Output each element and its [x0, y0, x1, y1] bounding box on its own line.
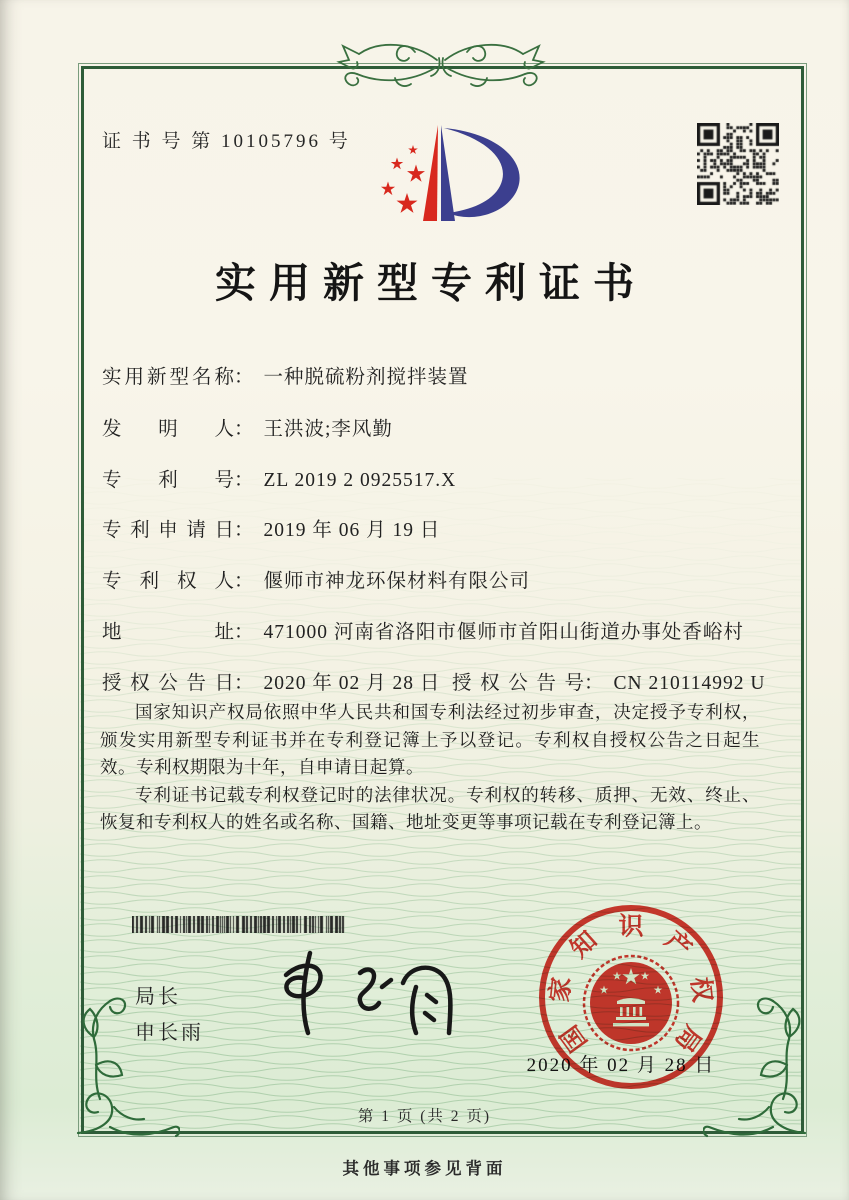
top-border-ornament-icon [306, 36, 576, 92]
field-colon: ： [234, 419, 254, 440]
field-colon: ： [234, 622, 254, 643]
certificate-number: 证 书 号 第 10105796 号 [102, 131, 351, 152]
field-label: 地址 [102, 622, 234, 643]
field-label: 实用新型名称 [102, 367, 234, 388]
svg-text:国: 国 [556, 1020, 593, 1057]
field-colon: ： [234, 470, 254, 491]
qr-code [697, 123, 779, 205]
commissioner-title: 局长 [135, 986, 181, 1008]
body-paragraph-grant: 国家知识产权局依照中华人民共和国专利法经过初步审查，决定授予专利权，颁发实用新型专利证书并在专利登记簿上予以登记。专利权自授权公告之日起生效。专利权期限为十年，自申请日起算。 [100, 702, 760, 777]
field-row-patent-number [102, 464, 456, 492]
cnipa-logo-icon [365, 112, 540, 232]
field-label: 专利权人 [102, 571, 234, 592]
field-row-patentee [102, 565, 530, 593]
field-row-grant-date [102, 667, 440, 695]
field-colon: ： [234, 673, 254, 694]
field-row-inventors [102, 413, 393, 441]
field-value: 偃师市神龙环保材料有限公司 [263, 571, 531, 592]
field-value: 一种脱硫粉剂搅拌装置 [263, 367, 469, 388]
svg-text:家: 家 [546, 975, 577, 1004]
field-colon: ： [584, 673, 604, 694]
field-row-grant-number [452, 667, 765, 695]
national-emblem-icon [584, 956, 678, 1050]
field-value: 2020 年 02 月 28 日 [263, 673, 441, 694]
field-value: 2019 年 06 月 19 日 [263, 520, 441, 541]
handwritten-signature [258, 943, 468, 1048]
certificate-body-text [100, 699, 760, 837]
official-seal [536, 902, 726, 1092]
field-label: 授权公告日 [102, 673, 234, 694]
field-label: 发明人 [102, 419, 234, 440]
body-paragraph-register: 专利证书记载专利权登记时的法律状况。专利权的转移、质押、无效、终止、恢复和专利权人的姓名或名称、国籍、地址变更等事项记载在专利登记簿上。 [100, 784, 760, 832]
seal-date: 2020 年 02 月 28 日 [526, 1055, 716, 1076]
field-colon: ： [234, 571, 254, 592]
page-indicator: 第 1 页 (共 2 页) [357, 1108, 492, 1125]
field-label: 专利申请日 [102, 520, 234, 541]
field-value: CN 210114992 U [613, 673, 766, 694]
field-colon: ： [234, 367, 254, 388]
field-value: 王洪波;李风勤 [263, 419, 393, 440]
field-colon: ： [234, 520, 254, 541]
svg-text:局: 局 [669, 1020, 706, 1057]
svg-text:识: 识 [618, 913, 644, 941]
svg-text:产: 产 [659, 926, 697, 964]
certificate-title: 实用新型专利证书 [215, 260, 647, 306]
back-side-note: 其他事项参见背面 [342, 1159, 507, 1178]
commissioner-name: 申长雨 [135, 1022, 204, 1044]
field-value: 471000 河南省洛阳市偃师市首阳山街道办事处香峪村 [263, 622, 744, 643]
field-row-address [102, 616, 744, 644]
field-row-filing-date [102, 514, 440, 542]
field-value: ZL 2019 2 0925517.X [263, 470, 457, 491]
svg-text:知: 知 [565, 926, 603, 964]
field-label: 专利号 [102, 470, 234, 491]
barcode [132, 916, 347, 933]
svg-text:权: 权 [685, 975, 716, 1004]
field-label: 授权公告号 [452, 673, 584, 694]
field-row-utility-model-name [102, 361, 469, 389]
